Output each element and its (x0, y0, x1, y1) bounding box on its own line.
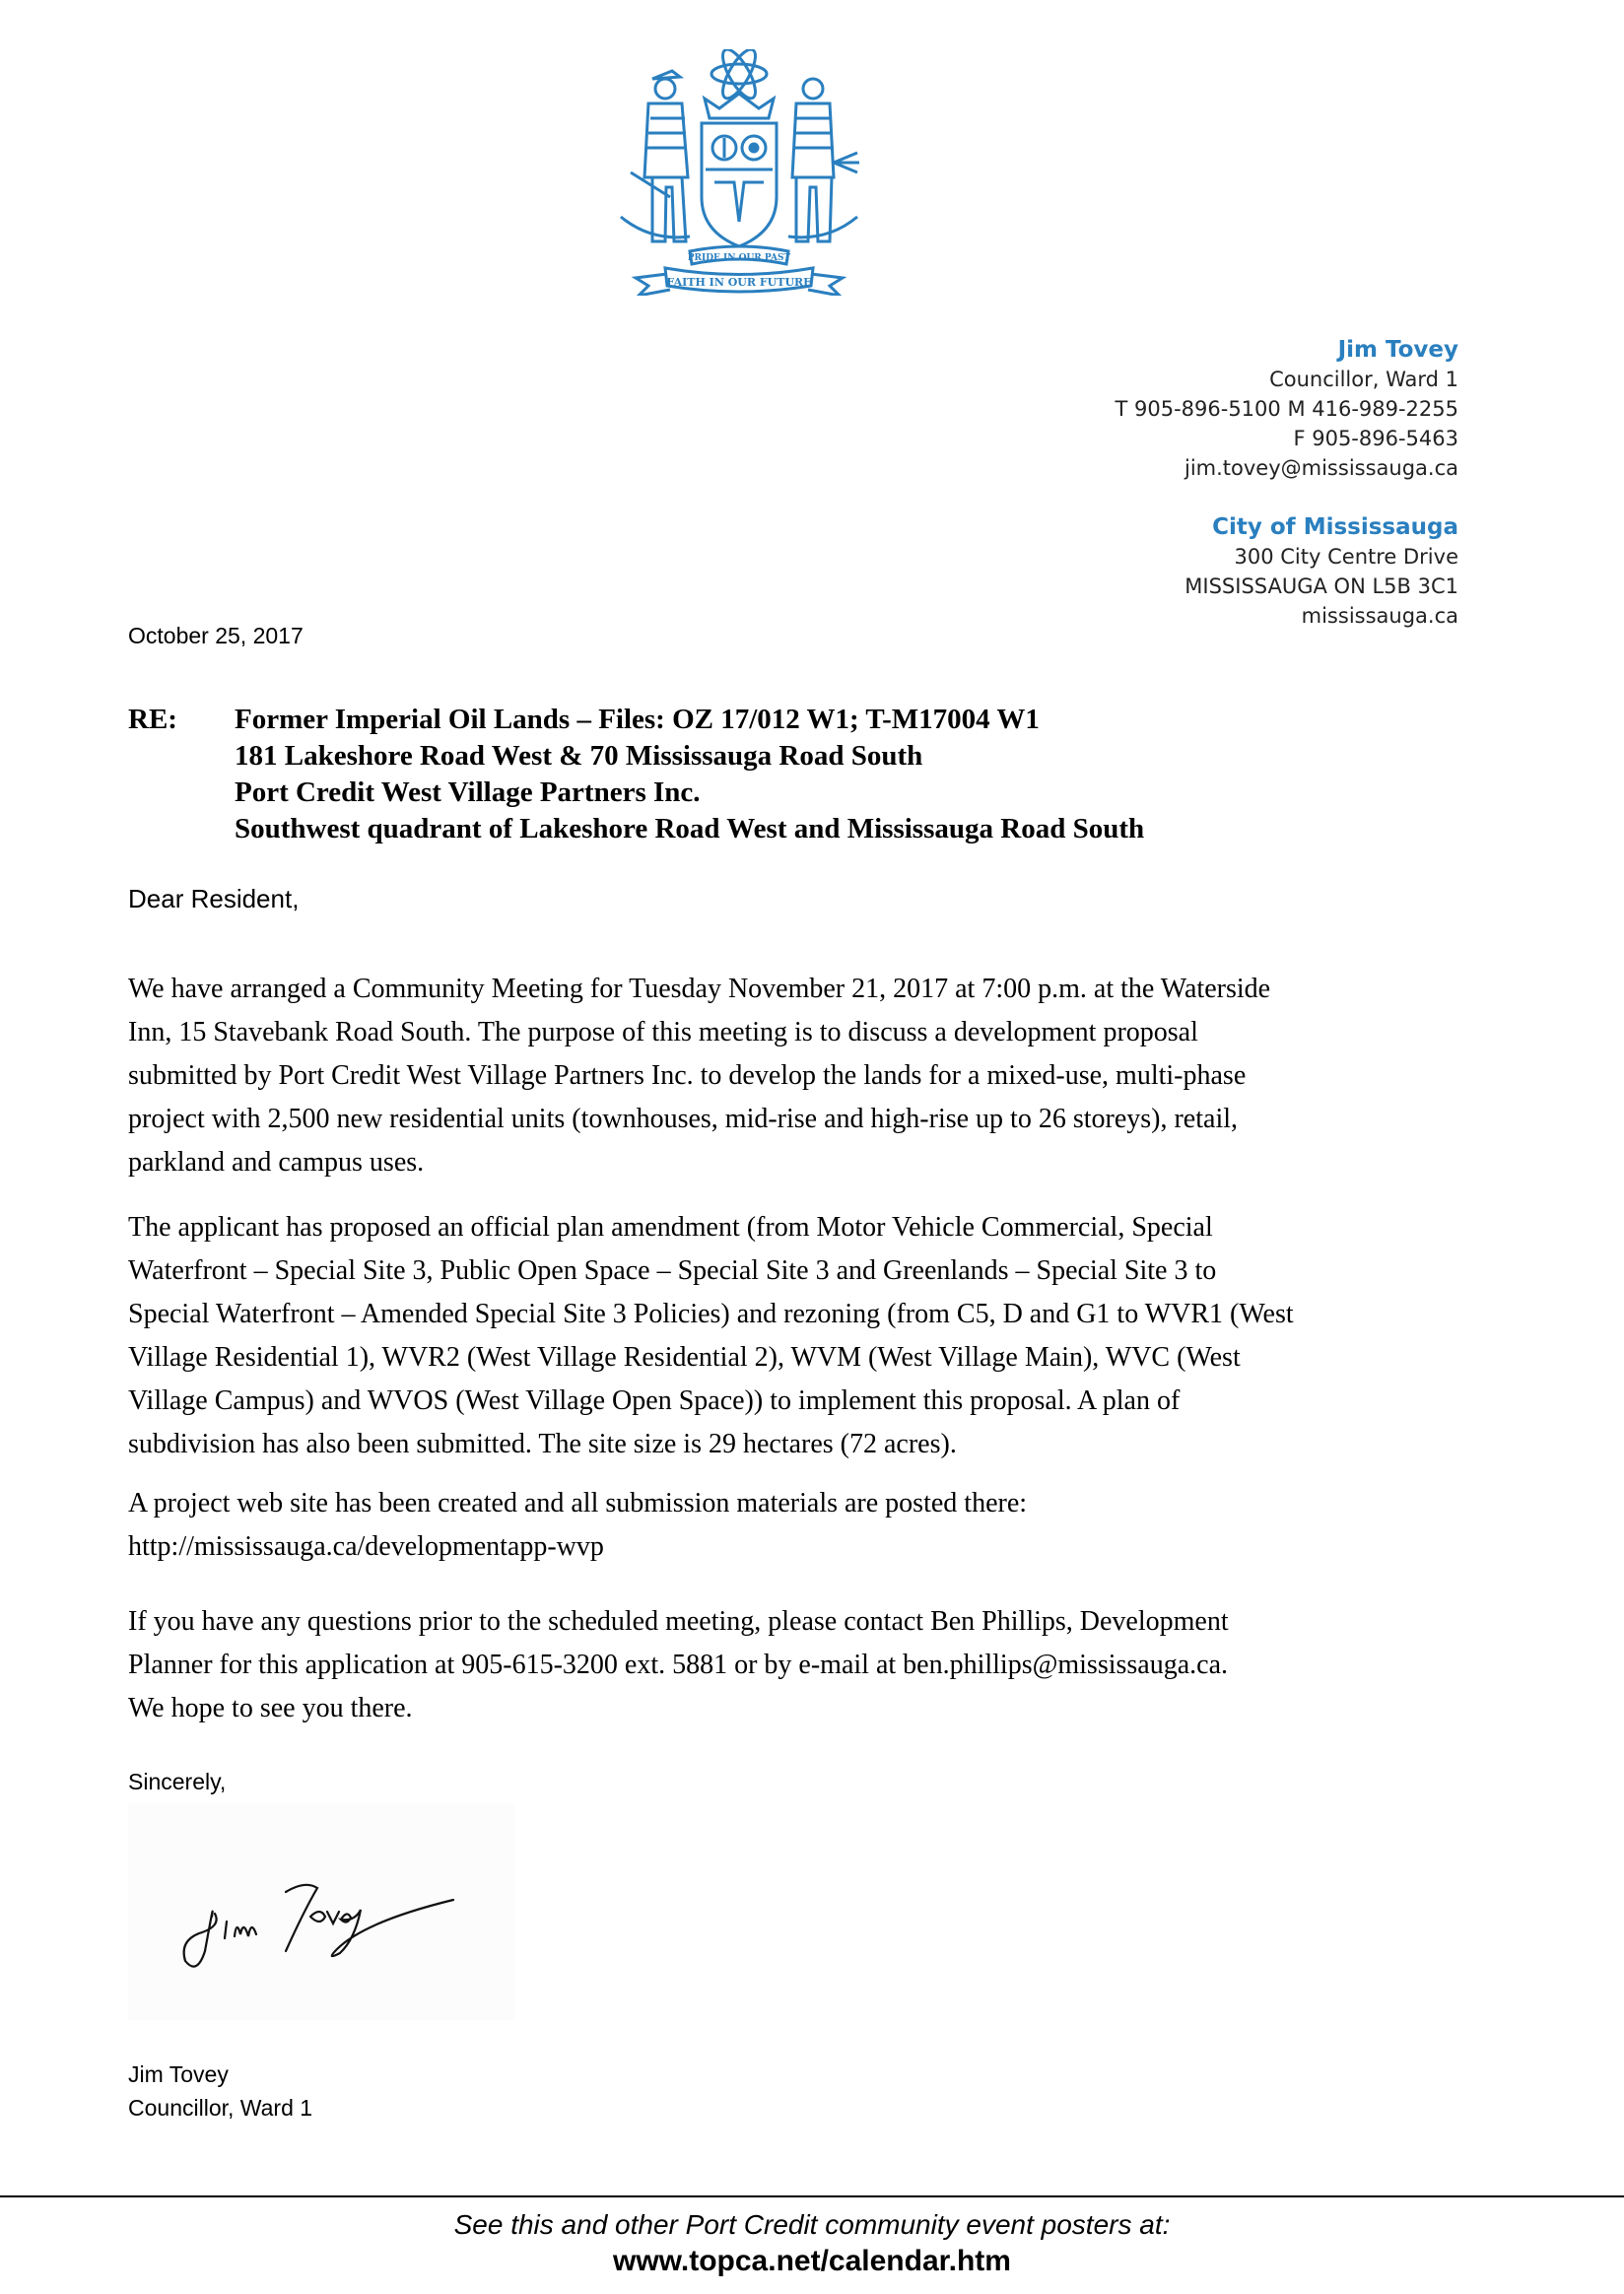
valediction: Sincerely, (128, 1769, 227, 1794)
subject-line: Southwest quadrant of Lakeshore Road West and Mississauga Road South (235, 813, 1145, 844)
paragraph-line: If you have any questions prior to the scheduled meeting, please contact Ben Phillips, Development (128, 1606, 1229, 1637)
crest-motto-bottom: FAITH IN OUR FUTURE (666, 276, 812, 289)
crest-motto-top: PRIDE IN OUR PAST (687, 253, 791, 263)
paragraph-line: Village Campus) and WVOS (West Village Open Space)) to implement this proposal. A plan of (128, 1385, 1181, 1416)
paragraph-website (128, 1482, 1527, 1569)
footer (0, 2207, 1624, 2280)
paragraph-line: Village Residential 1), WVR2 (West Village Residential 2), WVM (West Village Main), WVC (West (128, 1342, 1241, 1373)
handwritten-signature-icon (128, 1803, 514, 2020)
signature-block (128, 2058, 312, 2125)
paragraph-line: A project web site has been created and all submission materials are posted there: (128, 1488, 1028, 1518)
sender-fax: F 905-896-5463 (1293, 427, 1458, 450)
paragraph-meeting (128, 968, 1527, 1184)
paragraph-line: We hope to see you there. (128, 1693, 413, 1723)
footer-link[interactable]: www.topca.net/calendar.htm (613, 2245, 1011, 2277)
footer-divider (0, 2195, 1624, 2197)
paragraph-line: Special Waterfront – Amended Special Site 3 Policies) and rezoning (from C5, D and G1 to WVR1 (West (128, 1299, 1294, 1329)
paragraph-line: Planner for this application at 905-615-3200 ext. 5881 or by e-mail at ben.phillips@mississauga.ca. (128, 1650, 1229, 1680)
paragraph-contact (128, 1600, 1527, 1730)
org-name: City of Mississauga (1212, 514, 1458, 540)
greeting: Dear Resident, (128, 884, 300, 913)
letter-date: October 25, 2017 (128, 623, 304, 648)
paragraph-line: parkland and campus uses. (128, 1147, 425, 1178)
subject-label: RE: (128, 704, 177, 735)
sender-phone: T 905-896-5100 M 416-989-2255 (1115, 397, 1458, 421)
subject-line: Port Credit West Village Partners Inc. (235, 776, 701, 808)
sender-email[interactable]: jim.tovey@mississauga.ca (1184, 456, 1458, 480)
org-address-line1: 300 City Centre Drive (1234, 545, 1458, 569)
signature-image (128, 1803, 514, 2020)
paragraph-line: subdivision has also been submitted. The site size is 29 hectares (72 acres). (128, 1429, 957, 1459)
paragraph-line: submitted by Port Credit West Village Partners Inc. to develop the lands for a mixed-use, multi-phase (128, 1060, 1247, 1091)
paragraph-line: The applicant has proposed an official plan amendment (from Motor Vehicle Commercial, Special (128, 1212, 1213, 1243)
signer-title: Councillor, Ward 1 (128, 2095, 313, 2121)
paragraph-line: Inn, 15 Stavebank Road South. The purpose of this meeting is to discuss a development proposal (128, 1017, 1198, 1047)
paragraph-amendment (128, 1206, 1527, 1466)
subject-line: Former Imperial Oil Lands – Files: OZ 17/012 W1; T-M17004 W1 (235, 704, 1040, 735)
paragraph-line: We have arranged a Community Meeting for Tuesday November 21, 2017 at 7:00 p.m. at the Waterside (128, 974, 1271, 1004)
org-address-line2: MISSISSAUGA ON L5B 3C1 (1184, 574, 1458, 598)
paragraph-line: project with 2,500 new residential units (townhouses, mid-rise and high-rise up to 26 storeys), retail, (128, 1104, 1239, 1134)
city-crest-logo (611, 49, 867, 296)
org-website[interactable]: mississauga.ca (1301, 604, 1458, 628)
paragraph-line: Waterfront – Special Site 3, Public Open Space – Special Site 3 and Greenlands – Special Site 3 to (128, 1255, 1217, 1286)
footer-note: See this and other Port Credit community event posters at: (453, 2209, 1171, 2240)
signer-name: Jim Tovey (128, 2061, 229, 2087)
project-website-link[interactable]: http://mississauga.ca/developmentapp-wvp (128, 1531, 604, 1562)
sender-name: Jim Tovey (1337, 337, 1458, 363)
sender-title: Councillor, Ward 1 (1269, 368, 1458, 391)
sender-block (1116, 335, 1459, 631)
city-coat-of-arms-icon (611, 49, 867, 296)
subject-line: 181 Lakeshore Road West & 70 Mississauga Road South (235, 740, 923, 772)
